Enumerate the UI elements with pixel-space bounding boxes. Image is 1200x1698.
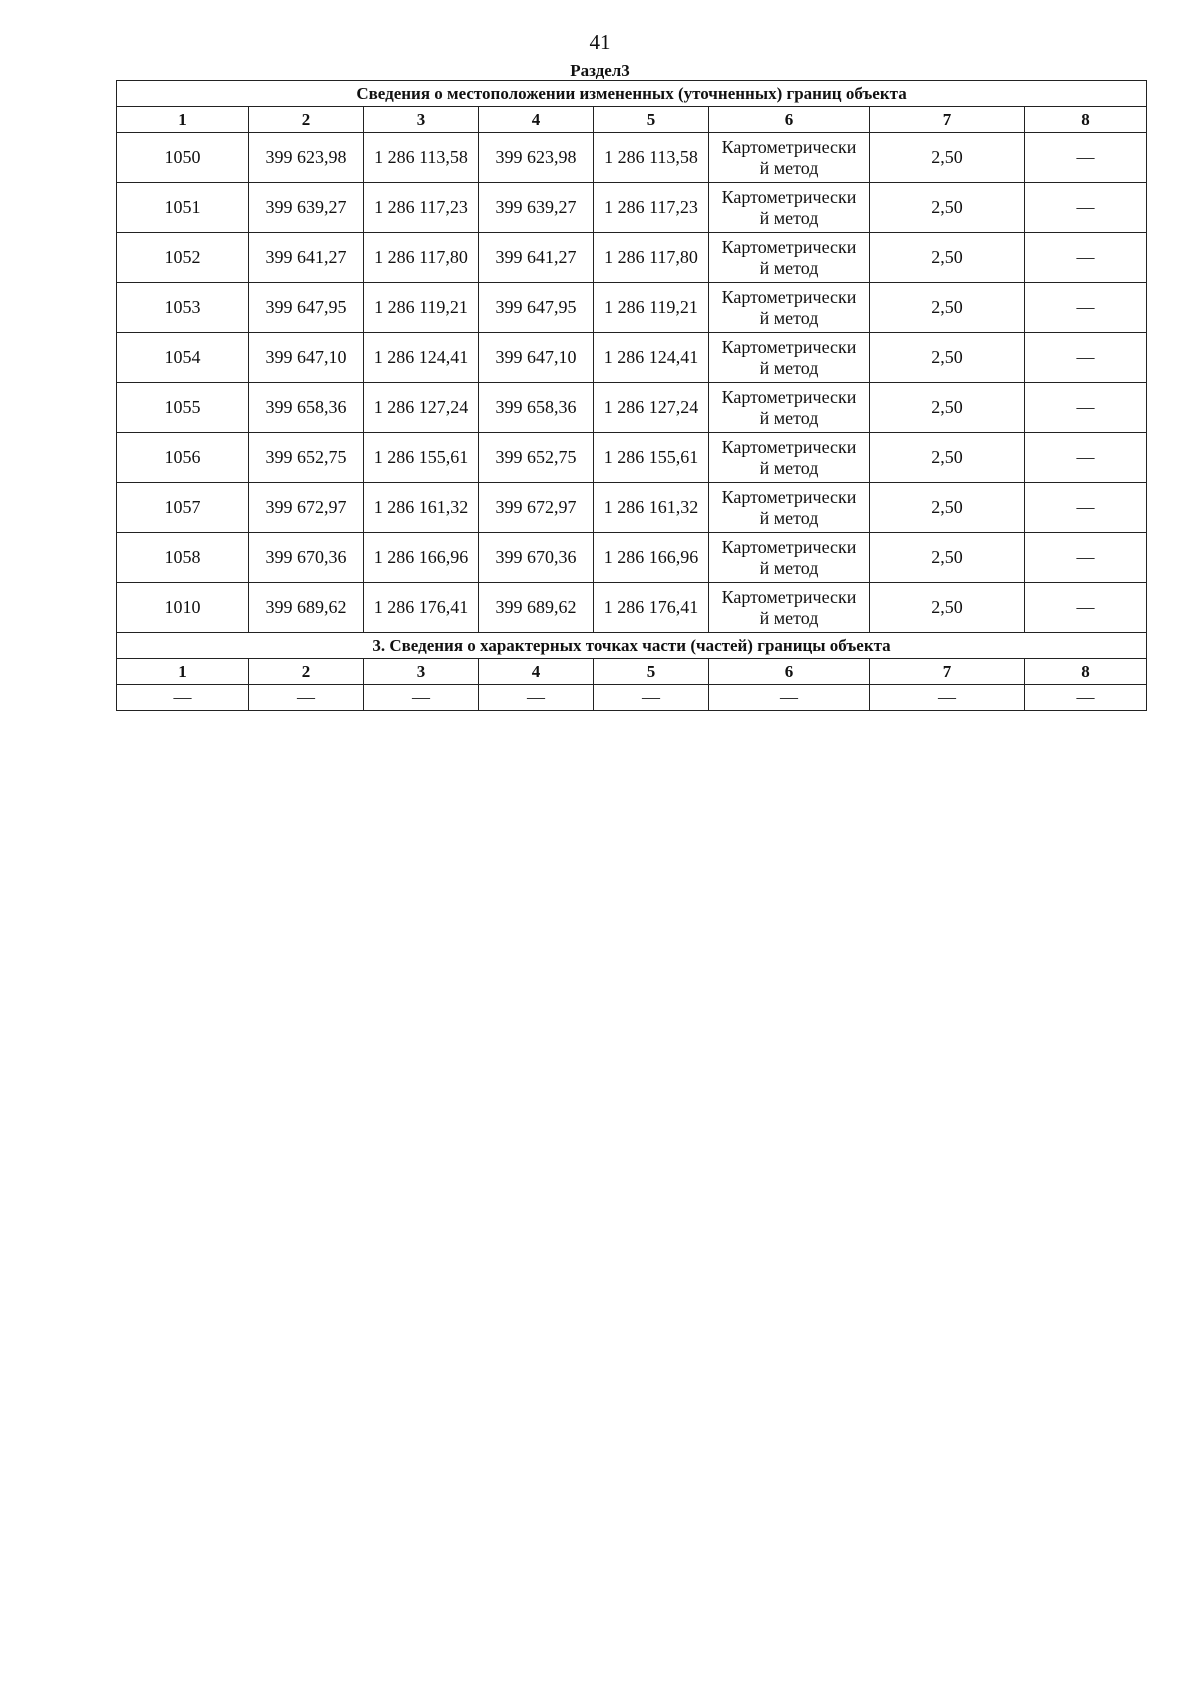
method-line: й метод	[759, 157, 819, 178]
point-number-cell: 1050	[117, 133, 249, 183]
method-line: Картометрически	[721, 586, 857, 607]
method-line: й метод	[759, 507, 819, 528]
point-number-cell: 1053	[117, 283, 249, 333]
column-header: 5	[594, 659, 709, 685]
description-cell: —	[1025, 383, 1147, 433]
table-title: Сведения о местоположении измененных (уточненных) границ объекта	[117, 81, 1147, 107]
description-cell: —	[1025, 183, 1147, 233]
coord-x-cell: 399 647,95	[249, 283, 364, 333]
boundary-table	[116, 80, 1147, 711]
table-row	[117, 133, 1147, 183]
table-row	[117, 183, 1147, 233]
empty-cell: —	[870, 685, 1025, 711]
column-header: 1	[117, 107, 249, 133]
coord-x-cell: 399 641,27	[249, 233, 364, 283]
method-line: Картометрически	[721, 386, 857, 407]
point-number-cell: 1058	[117, 533, 249, 583]
description-cell: —	[1025, 133, 1147, 183]
empty-cell: —	[117, 685, 249, 711]
page-number: 41	[589, 30, 611, 54]
coord-x-cell: 399 658,36	[479, 383, 594, 433]
method-cell	[709, 383, 870, 433]
method-line: й метод	[759, 257, 819, 278]
method-line: й метод	[759, 307, 819, 328]
coord-y-cell: 1 286 166,96	[594, 533, 709, 583]
coord-y-cell: 1 286 119,21	[364, 283, 479, 333]
column-header: 4	[479, 659, 594, 685]
coord-x-cell: 399 658,36	[249, 383, 364, 433]
coord-x-cell: 399 689,62	[249, 583, 364, 633]
coord-y-cell: 1 286 155,61	[364, 433, 479, 483]
empty-cell: —	[594, 685, 709, 711]
coord-x-cell: 399 647,95	[479, 283, 594, 333]
coord-x-cell: 399 639,27	[479, 183, 594, 233]
method-line: Картометрически	[721, 486, 857, 507]
method-cell	[709, 483, 870, 533]
section3-header-row	[117, 659, 1147, 685]
empty-cell: —	[709, 685, 870, 711]
column-header: 4	[479, 107, 594, 133]
method-cell	[709, 183, 870, 233]
accuracy-cell: 2,50	[870, 583, 1025, 633]
coord-y-cell: 1 286 155,61	[594, 433, 709, 483]
description-cell: —	[1025, 483, 1147, 533]
method-line: Картометрически	[721, 286, 857, 307]
coord-y-cell: 1 286 161,32	[364, 483, 479, 533]
point-number-cell: 1057	[117, 483, 249, 533]
method-cell	[709, 433, 870, 483]
empty-cell: —	[1025, 685, 1147, 711]
description-cell: —	[1025, 333, 1147, 383]
column-header: 5	[594, 107, 709, 133]
coord-x-cell: 399 647,10	[479, 333, 594, 383]
method-line: Картометрически	[721, 186, 857, 207]
point-number-cell: 1056	[117, 433, 249, 483]
method-cell	[709, 333, 870, 383]
coord-y-cell: 1 286 161,32	[594, 483, 709, 533]
coord-y-cell: 1 286 124,41	[364, 333, 479, 383]
description-cell: —	[1025, 283, 1147, 333]
point-number-cell: 1051	[117, 183, 249, 233]
accuracy-cell: 2,50	[870, 433, 1025, 483]
point-number-cell: 1052	[117, 233, 249, 283]
table-row	[117, 233, 1147, 283]
accuracy-cell: 2,50	[870, 233, 1025, 283]
table-row	[117, 383, 1147, 433]
coord-x-cell: 399 689,62	[479, 583, 594, 633]
coord-y-cell: 1 286 117,23	[364, 183, 479, 233]
table-row	[117, 583, 1147, 633]
method-line: Картометрически	[721, 236, 857, 257]
accuracy-cell: 2,50	[870, 333, 1025, 383]
coord-y-cell: 1 286 117,23	[594, 183, 709, 233]
description-cell: —	[1025, 583, 1147, 633]
accuracy-cell: 2,50	[870, 183, 1025, 233]
coord-x-cell: 399 647,10	[249, 333, 364, 383]
coord-x-cell: 399 639,27	[249, 183, 364, 233]
coord-y-cell: 1 286 166,96	[364, 533, 479, 583]
accuracy-cell: 2,50	[870, 283, 1025, 333]
table-body	[117, 81, 1147, 711]
coord-x-cell: 399 670,36	[249, 533, 364, 583]
empty-cell: —	[364, 685, 479, 711]
coord-x-cell: 399 672,97	[249, 483, 364, 533]
method-cell	[709, 133, 870, 183]
column-header: 8	[1025, 107, 1147, 133]
point-number-cell: 1055	[117, 383, 249, 433]
section-title: Раздел3	[570, 61, 630, 80]
table-row	[117, 483, 1147, 533]
empty-cell: —	[249, 685, 364, 711]
coord-y-cell: 1 286 113,58	[594, 133, 709, 183]
table-row	[117, 533, 1147, 583]
column-header: 8	[1025, 659, 1147, 685]
column-header: 3	[364, 107, 479, 133]
coord-x-cell: 399 652,75	[249, 433, 364, 483]
column-header: 6	[709, 659, 870, 685]
column-header: 6	[709, 107, 870, 133]
coord-y-cell: 1 286 127,24	[364, 383, 479, 433]
coord-y-cell: 1 286 117,80	[594, 233, 709, 283]
table-row	[117, 333, 1147, 383]
method-line: Картометрически	[721, 536, 857, 557]
coord-x-cell: 399 670,36	[479, 533, 594, 583]
method-cell	[709, 283, 870, 333]
coord-y-cell: 1 286 117,80	[364, 233, 479, 283]
column-header-row	[117, 107, 1147, 133]
method-line: й метод	[759, 207, 819, 228]
section3-title-row	[117, 633, 1147, 659]
column-header: 7	[870, 107, 1025, 133]
table-row	[117, 685, 1147, 711]
coord-y-cell: 1 286 127,24	[594, 383, 709, 433]
column-header: 1	[117, 659, 249, 685]
empty-cell: —	[479, 685, 594, 711]
accuracy-cell: 2,50	[870, 533, 1025, 583]
column-header: 7	[870, 659, 1025, 685]
method-line: Картометрически	[721, 336, 857, 357]
coord-y-cell: 1 286 124,41	[594, 333, 709, 383]
coord-x-cell: 399 652,75	[479, 433, 594, 483]
column-header: 2	[249, 107, 364, 133]
method-line: й метод	[759, 607, 819, 628]
table-row	[117, 283, 1147, 333]
description-cell: —	[1025, 433, 1147, 483]
point-number-cell: 1054	[117, 333, 249, 383]
coord-x-cell: 399 623,98	[479, 133, 594, 183]
method-cell	[709, 583, 870, 633]
coord-x-cell: 399 623,98	[249, 133, 364, 183]
method-cell	[709, 233, 870, 283]
accuracy-cell: 2,50	[870, 483, 1025, 533]
method-line: Картометрически	[721, 436, 857, 457]
description-cell: —	[1025, 233, 1147, 283]
method-cell	[709, 533, 870, 583]
column-header: 2	[249, 659, 364, 685]
accuracy-cell: 2,50	[870, 383, 1025, 433]
table-row	[117, 433, 1147, 483]
table-title-row	[117, 81, 1147, 107]
description-cell: —	[1025, 533, 1147, 583]
coord-x-cell: 399 672,97	[479, 483, 594, 533]
section3-title: 3. Сведения о характерных точках части (частей) границы объекта	[117, 633, 1147, 659]
coord-x-cell: 399 641,27	[479, 233, 594, 283]
accuracy-cell: 2,50	[870, 133, 1025, 183]
column-header: 3	[364, 659, 479, 685]
method-line: й метод	[759, 557, 819, 578]
coord-y-cell: 1 286 176,41	[594, 583, 709, 633]
method-line: й метод	[759, 357, 819, 378]
method-line: Картометрически	[721, 136, 857, 157]
method-line: й метод	[759, 457, 819, 478]
coord-y-cell: 1 286 113,58	[364, 133, 479, 183]
point-number-cell: 1010	[117, 583, 249, 633]
method-line: й метод	[759, 407, 819, 428]
coord-y-cell: 1 286 119,21	[594, 283, 709, 333]
coord-y-cell: 1 286 176,41	[364, 583, 479, 633]
